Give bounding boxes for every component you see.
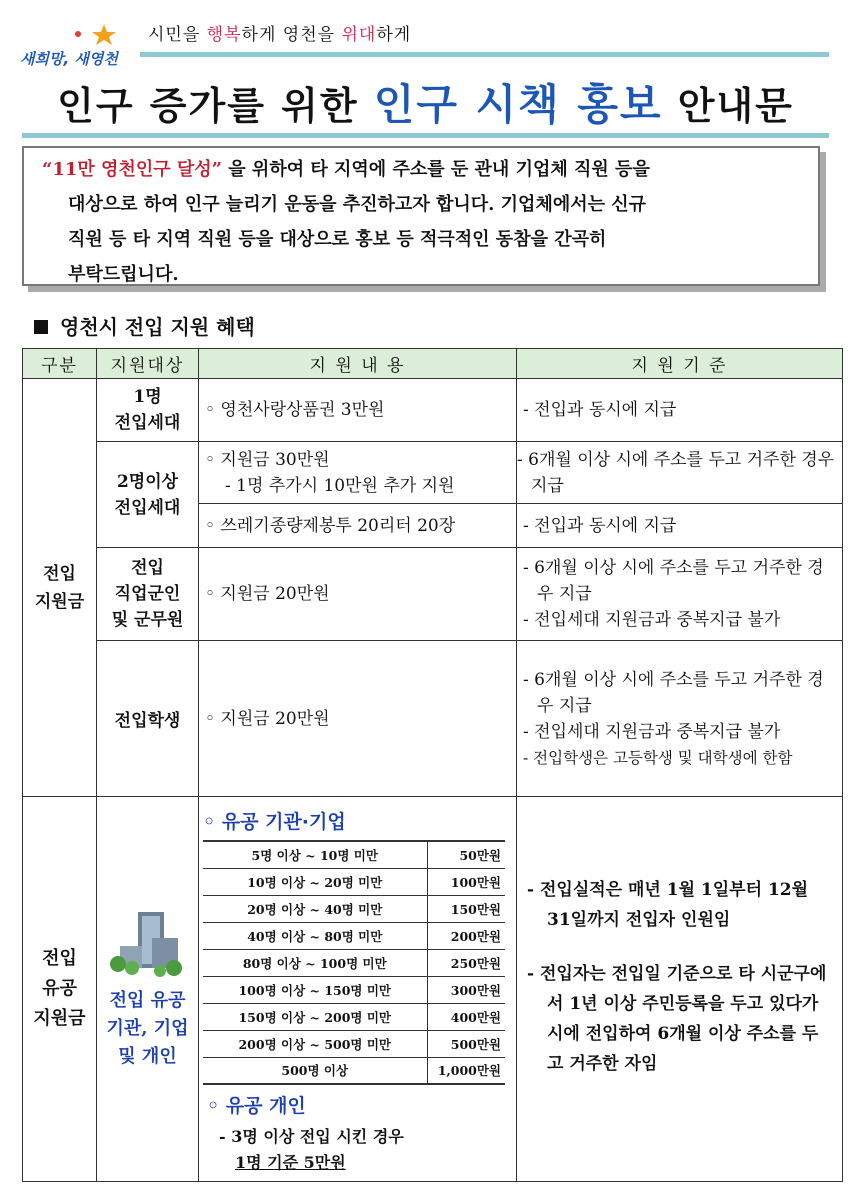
tier-amount: 500만원: [427, 1030, 505, 1057]
tier-range: 500명 이상: [203, 1057, 427, 1084]
intro-quote: “11만 영천인구 달성”: [42, 159, 223, 180]
col-header-target: 지원대상: [97, 349, 199, 379]
group-merit-subsidy: 전입 유공 지원금: [23, 797, 97, 1182]
slogan-part: 하게 영천을: [241, 25, 342, 45]
target-cell: 전입 직업군인 및 군무원: [97, 548, 199, 641]
target-label: 전입 유공 기관, 기업 및 개인: [106, 989, 189, 1067]
target-cell: 2명이상 전입세대: [97, 442, 199, 548]
content-line: ◦ 지원금 30만원: [205, 449, 330, 470]
table-header-row: [23, 349, 843, 379]
intro-line-3: 직원 등 타 지역 직원 등을 대상으로 홍보 등 적극적인 동참을 간곡히: [68, 229, 607, 250]
content-cell: ◦ 지원금 20만원: [199, 548, 517, 641]
header-divider-bottom: [22, 133, 829, 138]
title-post: 안내문: [662, 84, 794, 128]
tier-row: [203, 922, 505, 949]
content-cell: [199, 797, 517, 1182]
intro-line-4: 부탁드립니다.: [68, 264, 179, 285]
slogan-part-highlight: 위대: [341, 25, 377, 45]
company-merit-heading: ◦ 유공 기관·기업: [203, 811, 346, 833]
building-icon: [108, 908, 188, 978]
col-header-criteria: 지 원 기 준: [517, 349, 843, 379]
section-title-text: 영천시 전입 지원 혜택: [60, 315, 255, 339]
tier-row: [203, 841, 505, 868]
target-cell: [97, 797, 199, 1182]
table-row: [23, 797, 843, 1182]
group-move-in-subsidy: 전입 지원금: [23, 379, 97, 797]
individual-merit: [203, 1091, 516, 1176]
page-title: [0, 72, 851, 132]
slogan: [148, 20, 411, 45]
tier-range: 150명 이상 ~ 200명 미만: [203, 1003, 427, 1030]
criteria-cell: - 전입과 동시에 지급: [517, 379, 843, 442]
content-cell: ◦ 지원금 20만원: [199, 641, 517, 797]
yeongcheon-logo: [18, 22, 133, 74]
tier-amount: 50만원: [427, 841, 505, 868]
content-cell: ◦ 영천사랑상품권 3만원: [199, 379, 517, 442]
col-header-content: 지 원 내 용: [199, 349, 517, 379]
tier-range: 10명 이상 ~ 20명 미만: [203, 868, 427, 895]
target-cell: 1명 전입세대: [97, 379, 199, 442]
table-row: [23, 379, 843, 442]
tier-range: 80명 이상 ~ 100명 미만: [203, 949, 427, 976]
tier-amount: 250만원: [427, 949, 505, 976]
intro-line-1: [42, 152, 804, 187]
content-cell: [199, 442, 517, 504]
individual-merit-condition: - 3명 이상 전입 시킨 경우: [219, 1127, 404, 1146]
intro-line-2: 대상으로 하여 인구 늘리기 운동을 추진하고자 합니다. 기업체에서는 신규: [68, 194, 647, 215]
tier-range: 5명 이상 ~ 10명 미만: [203, 841, 427, 868]
individual-merit-heading: ◦ 유공 개인: [207, 1095, 306, 1117]
merit-tier-table: [203, 840, 505, 1085]
col-header-category: 구분: [23, 349, 97, 379]
slogan-part: 하게: [376, 25, 412, 45]
criteria-cell: [517, 548, 843, 641]
content-cell: ◦ 쓰레기종량제봉투 20리터 20장: [199, 504, 517, 548]
header-divider-top: [140, 52, 829, 57]
intro-box: [22, 146, 820, 286]
criteria-cell: [517, 797, 843, 1182]
content-line: - 1명 추가시 10만원 추가 지원: [225, 475, 455, 496]
tier-row: [203, 1030, 505, 1057]
slogan-part-highlight: 행복: [206, 25, 242, 45]
criteria-line: - 전입실적은 매년 1월 1일부터 12월 31일까지 전입자 인원임: [527, 880, 809, 930]
section-title: [34, 311, 255, 340]
logo-text: 새희망, 새영천: [20, 50, 118, 68]
tier-amount: 150만원: [427, 895, 505, 922]
criteria-line: - 전입세대 지원금과 중복지급 불가: [523, 610, 781, 630]
tier-range: 200명 이상 ~ 500명 미만: [203, 1030, 427, 1057]
logo-graphic: [18, 22, 133, 74]
tier-row: [203, 949, 505, 976]
square-bullet-icon: [34, 320, 48, 334]
tier-amount: 1,000만원: [427, 1057, 505, 1084]
tier-amount: 200만원: [427, 922, 505, 949]
target-cell: 전입학생: [97, 641, 199, 797]
criteria-cell: - 전입과 동시에 지급: [517, 504, 843, 548]
criteria-line: - 전입세대 지원금과 중복지급 불가: [523, 721, 781, 742]
tier-row: [203, 868, 505, 895]
title-highlight: 인구 시책 홍보: [373, 80, 663, 129]
criteria-line: - 전입자는 전입일 기준으로 타 시군구에서 1년 이상 주민등록을 두고 있다가 시에 전입하여 6개월 이상 주소를 두고 거주한 자임: [527, 964, 827, 1074]
tier-amount: 400만원: [427, 1003, 505, 1030]
slogan-part: 시민을: [148, 25, 207, 45]
criteria-cell: [517, 641, 843, 797]
tier-row: [203, 976, 505, 1003]
criteria-line: - 6개월 이상 시에 주소를 두고 거주한 경우 지급: [523, 669, 824, 716]
tier-amount: 100만원: [427, 868, 505, 895]
tier-range: 100명 이상 ~ 150명 미만: [203, 976, 427, 1003]
criteria-cell: - 6개월 이상 시에 주소를 두고 거주한 경우 지급: [517, 442, 843, 504]
intro-line-1-text: 을 위하여 타 지역에 주소를 둔 관내 기업체 직원 등을: [222, 159, 650, 180]
tier-row: [203, 895, 505, 922]
title-pre: 인구 증가를 위한: [57, 84, 374, 128]
table-row: [23, 548, 843, 641]
criteria-line: - 전입학생은 고등학생 및 대학생에 한함: [523, 748, 793, 767]
individual-merit-amount: 1명 기준 5만원: [235, 1153, 346, 1172]
criteria-line: - 6개월 이상 시에 주소를 두고 거주한 경우 지급: [523, 558, 824, 604]
table-row: [23, 641, 843, 797]
tier-amount: 300만원: [427, 976, 505, 1003]
table-row: [23, 442, 843, 504]
tier-range: 40명 이상 ~ 80명 미만: [203, 922, 427, 949]
benefits-table: [22, 348, 843, 1182]
tier-row: [203, 1003, 505, 1030]
tier-row: [203, 1057, 505, 1084]
tier-range: 20명 이상 ~ 40명 미만: [203, 895, 427, 922]
